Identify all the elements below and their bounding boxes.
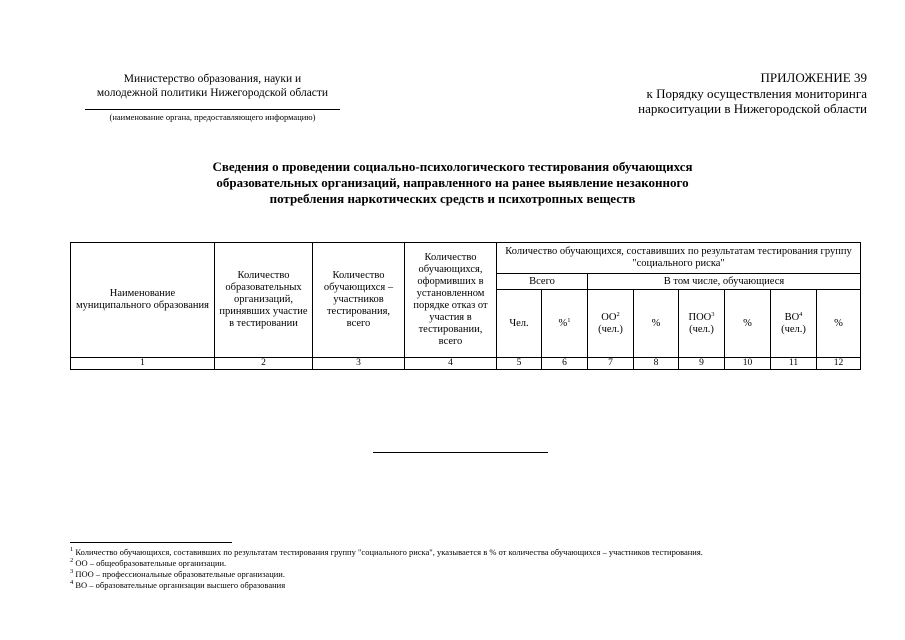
col-refusals-header: Количество обучающихся, оформивших в установленном порядке отказ от участия в тестировании, всего bbox=[405, 243, 497, 358]
column-number: 3 bbox=[313, 358, 405, 370]
column-number: 5 bbox=[497, 358, 542, 370]
oo-persons-header: $ОО^2$ (чел.) bbox=[588, 290, 634, 358]
col-organizations-header: Количество образовательных организаций, принявших участие в тестировании bbox=[215, 243, 313, 358]
report-table bbox=[70, 242, 861, 370]
column-number: 9 bbox=[679, 358, 725, 370]
total-percent-header: %$^1$ bbox=[542, 290, 588, 358]
risk-group-header: Количество обучающихся, составивших по результатам тестирования группу "социального риска" bbox=[497, 243, 861, 274]
including-header: В том числе, обучающиеся bbox=[588, 274, 861, 290]
col-participants-header: Количество обучающихся – участников тестирования, всего bbox=[313, 243, 405, 358]
title-line3: потребления наркотических средств и психотропных веществ bbox=[269, 191, 636, 206]
column-number: 6 bbox=[542, 358, 588, 370]
footnote-3: $^3$ ПОО – профессиональные образовательные организации. bbox=[70, 568, 285, 579]
footnote-4: $^4$ ВО – образовательные организации высшего образования bbox=[70, 579, 286, 590]
footnote-separator bbox=[70, 542, 232, 543]
footnote-2: $^2$ ОО – общеобразовательные организации. bbox=[70, 557, 227, 568]
oo-percent-header: % bbox=[634, 290, 679, 358]
appendix-line3: наркоситуации в Нижегородской области bbox=[638, 101, 867, 116]
total-header: Всего bbox=[497, 274, 588, 290]
document-title bbox=[0, 159, 905, 207]
total-persons-header: Чел. bbox=[497, 290, 542, 358]
organ-signature-line bbox=[85, 109, 340, 110]
column-number: 4 bbox=[405, 358, 497, 370]
poo-percent-header: % bbox=[725, 290, 771, 358]
column-number: 7 bbox=[588, 358, 634, 370]
column-number: 1 bbox=[71, 358, 215, 370]
title-line2: образовательных организаций, направленного на ранее выявление незаконного bbox=[216, 175, 689, 190]
title-line1: Сведения о проведении социально-психологического тестирования обучающихся bbox=[212, 159, 693, 174]
ministry-name-line2: молодежной политики Нижегородской области bbox=[96, 87, 329, 99]
appendix-header bbox=[567, 70, 867, 117]
column-number: 8 bbox=[634, 358, 679, 370]
organization-header bbox=[70, 72, 355, 123]
separator-line bbox=[373, 452, 548, 453]
col-municipality-header: Наименование муниципального образования bbox=[71, 243, 215, 358]
footnote-1: $^1$ Количество обучающихся, составивших по результатам тестирования группу "социального риска", указывается в % от количества обучающихся – участников тестирования. bbox=[70, 546, 703, 557]
appendix-title: ПРИЛОЖЕНИЕ 39 bbox=[760, 70, 867, 85]
poo-persons-header: ПОО$^3$ (чел.) bbox=[679, 290, 725, 358]
appendix-line2: к Порядку осуществления мониторинга bbox=[646, 85, 867, 101]
organ-caption: (наименование органа, предоставляющего информацию) bbox=[109, 112, 316, 122]
column-number: 12 bbox=[817, 358, 861, 370]
vo-percent-header: % bbox=[817, 290, 861, 358]
column-number: 2 bbox=[215, 358, 313, 370]
vo-persons-header: $ВО^4$ (чел.) bbox=[771, 290, 817, 358]
footnotes bbox=[70, 547, 860, 591]
ministry-name-line1: Министерство образования, науки и bbox=[123, 73, 302, 85]
column-number: 10 bbox=[725, 358, 771, 370]
column-number: 11 bbox=[771, 358, 817, 370]
